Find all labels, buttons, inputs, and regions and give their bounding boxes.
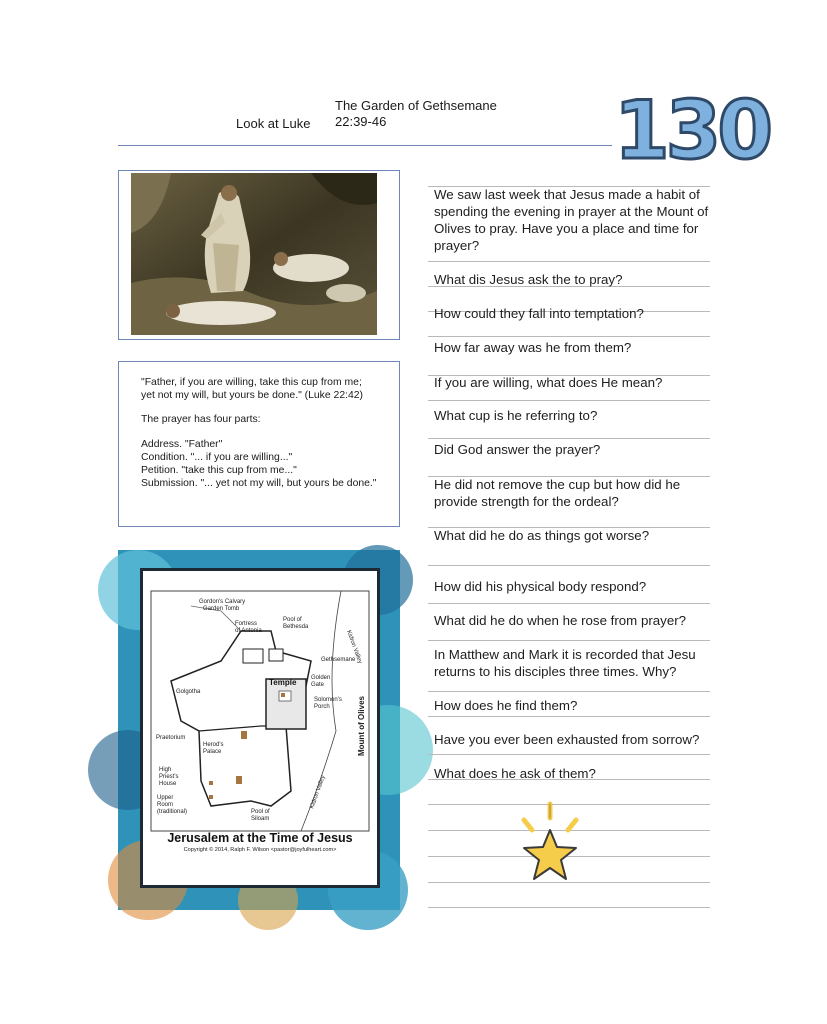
prayer-intro: The prayer has four parts:	[141, 414, 261, 426]
map-label: High	[159, 767, 172, 773]
line-rule	[428, 336, 710, 337]
jerusalem-map-panel	[118, 550, 400, 910]
star-icon	[510, 800, 590, 890]
city-map	[151, 591, 369, 831]
map-caption: Jerusalem at the Time of Jesus	[167, 831, 353, 845]
map-label: Fortress	[235, 621, 258, 627]
map-label: Porch	[314, 704, 330, 710]
question: What did he do when he rose from prayer?	[434, 613, 687, 628]
question: What dis Jesus ask the to pray?	[434, 272, 623, 287]
question: We saw last week that Jesus made a habit of spending the evening in prayer at the Mount of Olives to pray. Have you a place and time for prayer?	[434, 187, 709, 253]
map-label: Garden Tomb	[203, 606, 240, 612]
map-label: Upper	[157, 795, 174, 801]
question: How did his physical body respond?	[434, 579, 647, 594]
map-label: Pool of	[283, 617, 302, 623]
map-label: Room	[157, 802, 174, 808]
prayer-box	[118, 361, 400, 527]
map-label: Palace	[203, 749, 222, 755]
question: Did God answer the prayer?	[434, 442, 601, 457]
prayer-part: Condition. "... if you are willing..."	[141, 451, 293, 463]
map-card	[140, 568, 380, 888]
map-label: Pool of	[251, 809, 270, 815]
map-copyright: Copyright © 2014, Ralph F. Wilson <pastor@joyfulheart.com>	[183, 847, 337, 853]
line-rule	[428, 438, 710, 439]
prayer-quote: "Father, if you are willing, take this cup from me; yet not my will, but yours be done." (Luke 22:42)	[141, 377, 364, 402]
page-title-line2: 22:39-46	[335, 114, 387, 129]
page-number	[612, 84, 769, 177]
prayer-part: Petition. "take this cup from me..."	[141, 465, 297, 477]
map-label-temple: Temple	[269, 678, 297, 687]
map-label: Gethsemane	[321, 657, 356, 663]
question: How does he find them?	[434, 698, 578, 713]
map-label: Solomon's	[314, 697, 342, 703]
line-rule	[428, 400, 710, 401]
line-rule	[428, 907, 710, 908]
header-divider	[118, 145, 612, 146]
question: He did not remove the cup but how did he provide strength for the ordeal?	[434, 477, 681, 509]
map-label: Golden	[311, 675, 331, 681]
question: What did he do as things got worse?	[434, 528, 650, 543]
look-at-label: Look at Luke	[236, 116, 311, 131]
map-label: Bethesda	[283, 624, 309, 630]
map-label: Kidron Valley	[309, 774, 327, 810]
map-label: Golgotha	[176, 689, 201, 695]
line-rule	[428, 691, 710, 692]
map-label: Mount of Olives	[357, 696, 366, 756]
map-label: Siloam	[251, 816, 270, 822]
question: How could they fall into temptation?	[434, 306, 644, 321]
map-label: Praetorium	[156, 735, 186, 741]
line-rule	[428, 640, 710, 641]
gethsemane-painting	[131, 173, 377, 335]
page-title	[335, 98, 497, 130]
line-rule	[428, 261, 710, 262]
map-label: House	[159, 781, 177, 787]
map-label: Herod's	[203, 742, 224, 748]
question: In Matthew and Mark it is recorded that Jesu returns to his disciples three times. Why?	[434, 647, 696, 679]
line-rule	[428, 716, 710, 717]
map-label: (traditional)	[157, 809, 188, 815]
question: What does he ask of them?	[434, 766, 596, 781]
photo-frame	[118, 170, 400, 340]
prayer-part: Address. "Father"	[141, 438, 223, 450]
map-label: Priest's	[159, 774, 179, 780]
line-rule	[428, 565, 710, 566]
map-label: of Antonia	[235, 628, 262, 634]
map-label: Gordon's Calvary	[199, 599, 246, 605]
prayer-part: Submission. "... yet not my will, but yours be done."	[141, 478, 377, 490]
page-title-line1: The Garden of Gethsemane	[335, 98, 497, 113]
map-label: Gate	[311, 682, 325, 688]
question: Have you ever been exhausted from sorrow?	[434, 732, 700, 747]
line-rule	[428, 603, 710, 604]
page-number-text: 130	[614, 84, 769, 177]
question: If you are willing, what does He mean?	[434, 375, 663, 390]
map-label: Kidron Valley	[345, 629, 363, 665]
question: What cup is he referring to?	[434, 408, 598, 423]
question: How far away was he from them?	[434, 340, 632, 355]
line-rule	[428, 754, 710, 755]
